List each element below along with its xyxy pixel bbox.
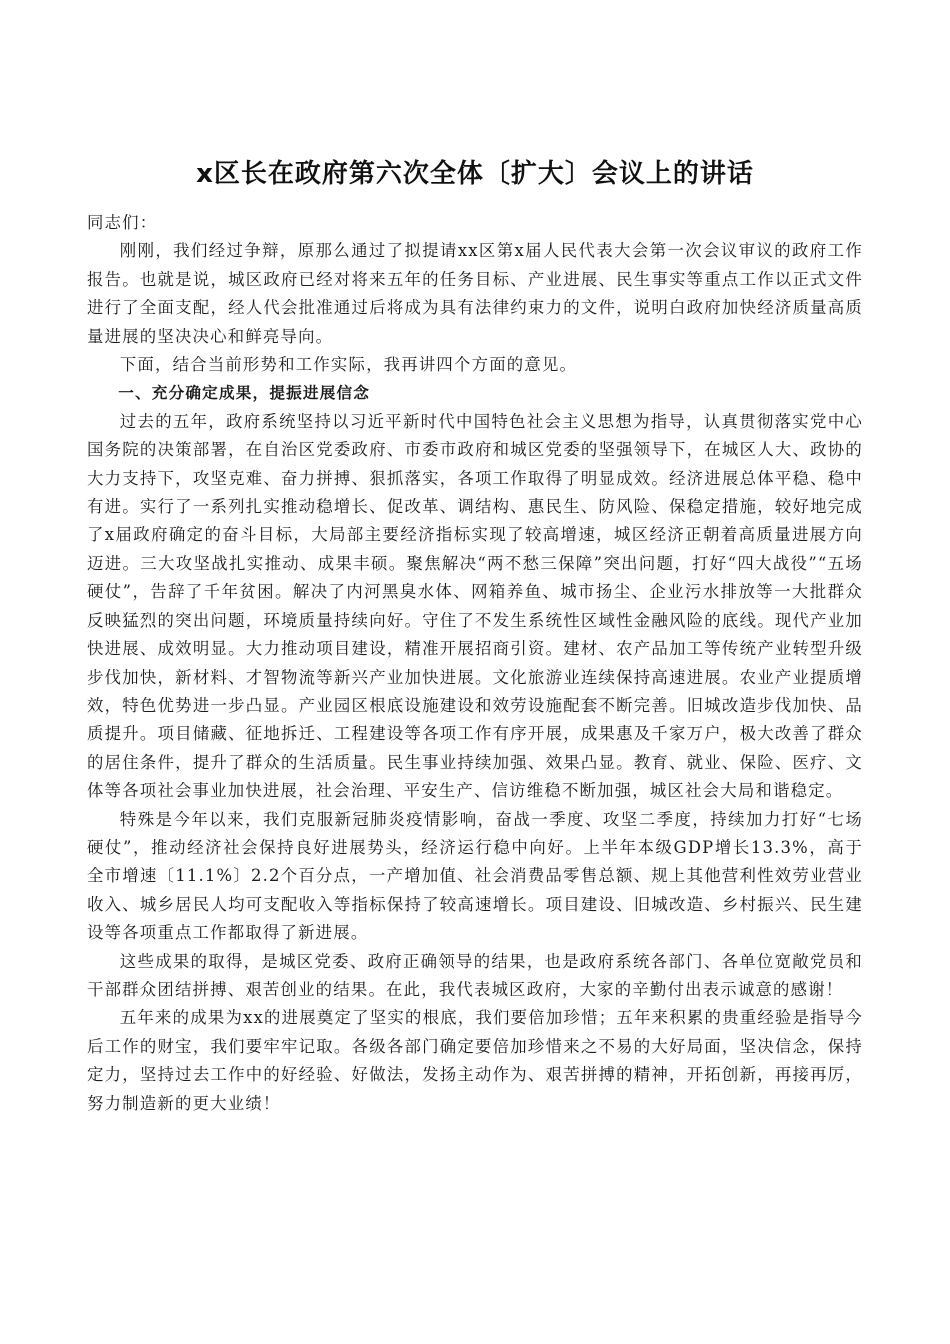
- paragraph: 这些成果的取得，是城区党委、政府正确领导的结果，也是政府系统各部门、各单位宽敞党员和干部群众团结拼搏、艰苦创业的结果。在此，我代表城区政府，大家的辛勤付出表示诚意的感谢！: [87, 951, 863, 999]
- salutation: 同志们：: [87, 213, 158, 232]
- paragraph: 特殊是今年以来，我们克服新冠肺炎疫情影响，奋战一季度、攻坚二季度，持续加力打好“七场硬仗”，推动经济社会保持良好进展势头，经济运行稳中向好。上半年本级GDP增长13.3%，高于全市增速〔11.1%〕2.2个百分点，一产增加值、社会消费品零售总额、规上其他营利性效劳业营业收入、城乡居民人均可支配收入等指标保持了较高速增长。项目建设、旧城改造、乡村振兴、民生建设等各项重点工作都取得了新进展。: [87, 809, 863, 943]
- paragraph: 下面，结合当前形势和工作实际，我再讲四个方面的意见。: [119, 355, 578, 375]
- document-title: x区长在政府第六次全体〔扩大〕会议上的讲话: [196, 159, 754, 189]
- paragraph: 刚刚，我们经过争辩，原那么通过了拟提请xx区第x届人民代表大会第一次会议审议的政府工作报告。也就是说，城区政府已经对将来五年的任务目标、产业进展、民生事实等重点工作以正式文件进行了全面支配，经人代会批准通过后将成为具有法律约束力的文件，说明白政府加快经济质量高质量进展的坚决决心和鲜亮导向。: [87, 241, 863, 346]
- section-heading: 一、充分确定成果，提振进展信念: [118, 384, 371, 403]
- paragraph: 过去的五年，政府系统坚持以习近平新时代中国特色社会主义思想为指导，认真贯彻落实党中心国务院的决策部署，在自治区党委政府、市委市政府和城区党委的坚强领导下，在城区人大、政协的大力支持下，攻坚克难、奋力拼搏、狠抓落实，各项工作取得了明显成效。经济进展总体平稳、稳中有进。实行了一系列扎实推动稳增长、促改革、调结构、惠民生、防风险、保稳定措施，较好地完成了x届政府确定的奋斗目标，大局部主要经济指标实现了较高增速，城区经济正朝着高质量进展方向迈进。三大攻坚战扎实推动、成果丰硕。聚焦解决“两不愁三保障”突出问题，打好“四大战役”“五场硬仗”，告辞了千年贫困。解决了内河黑臭水体、网箱养鱼、城市扬尘、企业污水排放等一大批群众反映猛烈的突出问题，环境质量持续向好。守住了不发生系统性区域性金融风险的底线。现代产业加快进展、成效明显。大力推动项目建设，精准开展招商引资。建材、农产品加工等传统产业转型升级步伐加快，新材料、才智物流等新兴产业加快进展。文化旅游业连续保持高速进展。农业产业提质增效，特色优势进一步凸显。产业园区根底设施建设和效劳设施配套不断完善。旧城改造步伐加快、品质提升。项目储藏、征地拆迁、工程建设等各项工作有序开展，成果惠及千家万户，极大改善了群众的居住条件，提升了群众的生活质量。民生事业持续加强、效果凸显。教育、就业、保险、医疗、文体等各项社会事业加快进展，社会治理、平安生产、信访维稳不断加强，城区社会大局和谐稳定。: [87, 411, 863, 801]
- document-body: [87, 209, 863, 1118]
- paragraph: 五年来的成果为xx的进展奠定了坚实的根底，我们要倍加珍惜；五年来积累的贵重经验是指导今后工作的财宝，我们要牢牢记取。各级各部门确定要倍加珍惜来之不易的大好局面，坚决信念，保持定力，坚持过去工作中的好经验、好做法，发扬主动作为、艰苦拼搏的精神，开拓创新，再接再厉，努力制造新的更大业绩！: [87, 1008, 863, 1113]
